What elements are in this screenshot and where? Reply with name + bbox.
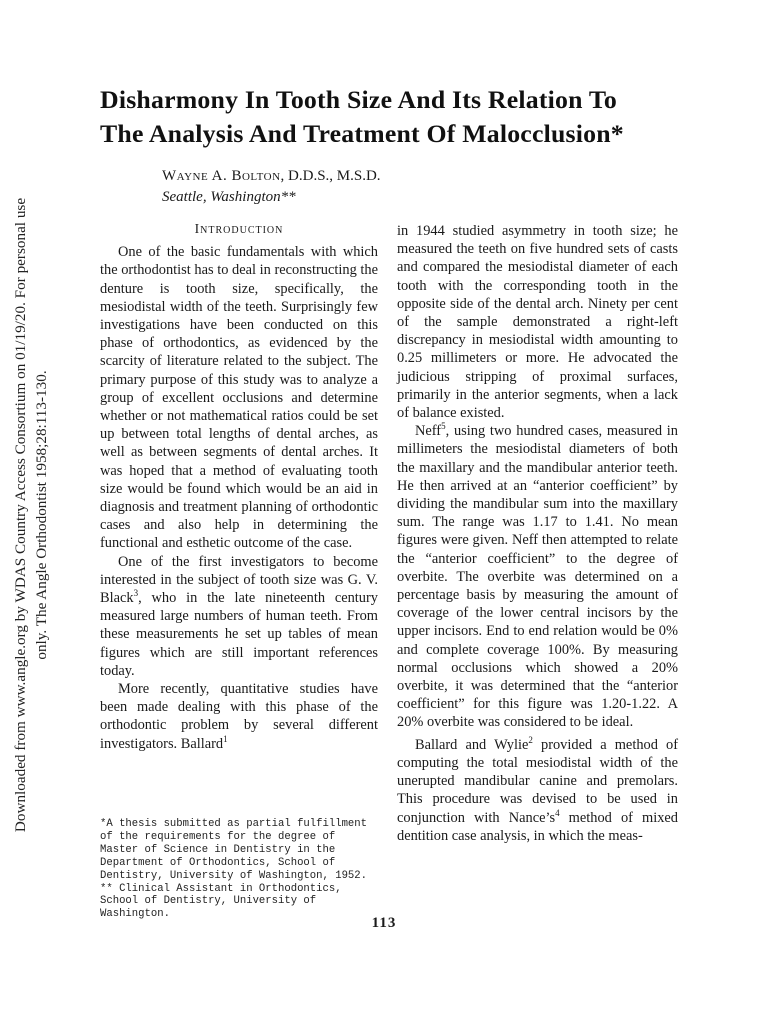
paragraph-introduction-2 [100,553,378,680]
footnote-author-affiliation: ** Clinical Assistant in Orthodontics, School of Dentistry, University of Washington. [100,882,342,921]
title-line-2: The Analysis And Treatment Of Malocclusion* [100,119,624,148]
reference-superscript: 2 [528,734,533,745]
paragraph-text: Ballard and Wylie [415,736,529,753]
section-heading-introduction: Introduction [194,221,284,236]
author-name: Wayne A. Bolton [162,168,281,184]
reference-superscript: 3 [133,588,139,599]
paragraph-text: Neff [415,423,442,440]
paragraph-text: method of mixed dentition case analysis, in which the meas- [397,809,678,844]
author-location: Seattle, Washington** [162,189,296,205]
paragraph-text: More recently, quantitative studies have been made dealing with this phase of the orthodontic problem by several different investigators. Ballard [100,681,378,752]
paragraph-neff [397,422,678,731]
reference-superscript: 5 [441,421,446,432]
author-name-line [162,166,622,187]
paragraph-ballard-continued: in 1944 studied asymmetry in tooth size; he measured the teeth on five hundred sets of casts and compared the mesiodistal diameter of each tooth with the corresponding tooth in the opposite side of the dental arch. Ninety per cent of the sample demonstrated a right-left discrepancy in mesiodistal width amounting to 0.25 millimeters or more. He advocated the judicious stripping of proximal surfaces, primarily in the anterior segments, when a lack of balance existed. [397,223,678,422]
download-notice-sidebar [6,185,56,845]
author-block [162,166,622,208]
reference-superscript: 4 [555,807,560,818]
paragraph-introduction-3 [100,680,378,753]
left-column [100,220,378,753]
right-column [397,222,678,845]
paragraph-text: provided a method of computing the total mesiodistal width of the unerupted mandibular canine and premolars. This procedure was devised to be used in conjunction with Nance’s [397,736,678,826]
author-degrees: , D.D.S., M.S.D. [280,168,381,184]
article-title [100,83,700,151]
footnotes [100,818,378,921]
paragraph-text: One of the first investigators to become interested in the subject of tooth size was G. V. Black [100,553,378,607]
reference-superscript: 1 [223,733,228,744]
page-number: 113 [371,915,397,931]
paragraph-text: , who in the late nineteenth century measured large numbers of human teeth. From these measurements he set up tables of mean figures which are still important references today. [100,590,378,679]
paragraph-ballard-wylie [397,736,678,845]
paragraph-text: , using two hundred cases, measured in millimeters the mesiodistal diameters of both the maxillary and the mandibular anterior teeth. He then arrived at an “anterior coefficient” by dividing the mandibular sum into the maxillary sum. The range was 1.17 to 1.41. No mean figures were given. Neff then attempted to relate the “anterior coefficient” to the degree of overbite. The overbite was determined on a percentage basis by measuring the amount of coverage of the lower central incisors by the upper incisors. End to end relation would be 0% and complete coverage 100%. By measuring normal occlusions which showed a 20% overbite, it was determined that the “anterior coefficient” for this figure was 1.20-1.22. A 20% overbite was considered to be ideal. [397,423,678,731]
download-notice-text: Downloaded from www.angle.org by WDAS Country Access Consortium on 01/19/20. For personal use only. The Angle Orthodontist 1958;28:113-130. [12,197,50,833]
title-line-1: Disharmony In Tooth Size And Its Relation To [100,85,618,114]
paragraph-introduction-1: One of the basic fundamentals with which the orthodontist has to deal in reconstructing the denture is tooth size, specifically, the mesiodistal width of the teeth. Surprisingly few investigations have been conducted on this phase of orthodontics, as evidenced by the scarcity of literature related to the subject. The primary purpose of this study was to analyze a group of excellent occlusions and determine whether or not mathematical ratios could be set up between total lengths of dental arches, as well as between segments of dental arches. It was hoped that a method of evaluating tooth size would be found which would be an aid in diagnosis and treatment planning of orthodontic cases and also help in determining the functional and esthetic outcome of the case. [100,244,378,552]
footnote-thesis: *A thesis submitted as partial fulfillment of the requirements for the degree of Master of Science in Dentistry in the Department of Orthodontics, School of Dentistry, University of Washington, 1952. [100,818,368,882]
